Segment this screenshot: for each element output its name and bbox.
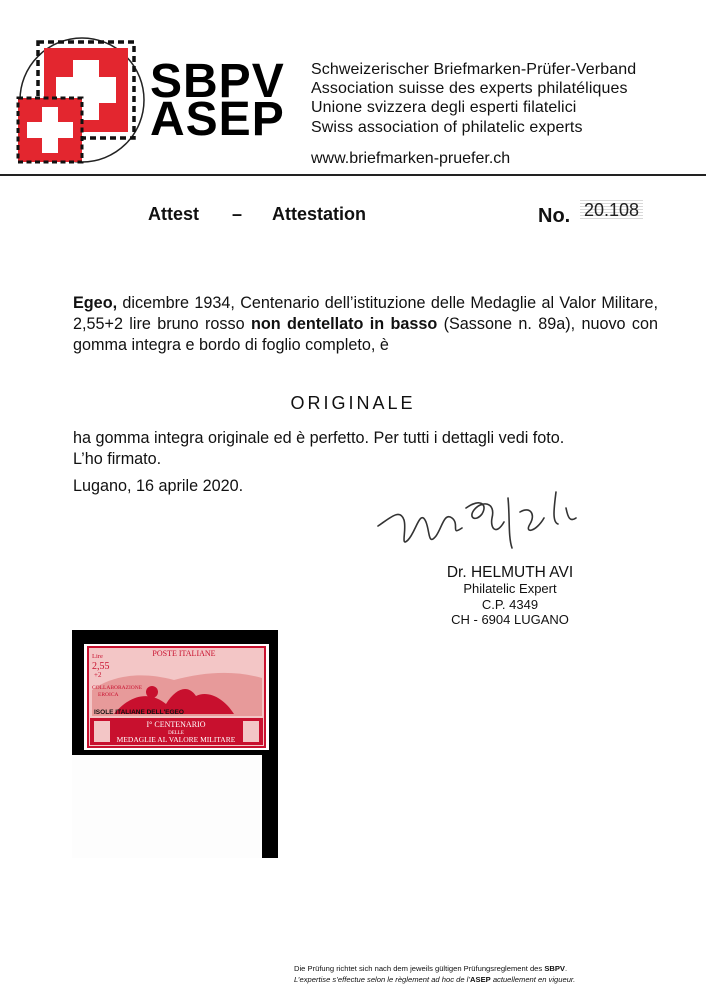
stamp-banner-1: I° CENTENARIO	[146, 720, 206, 729]
stamp-description	[73, 293, 658, 356]
certificate-number: 20.108	[580, 200, 643, 221]
stamp-caption-2: EROICA	[98, 692, 119, 698]
regulations-note-fr: L’expertise s’effectue selon le règlement ad hoc de l’ASEP actuellement en vigueur.	[294, 974, 576, 984]
expert-city: CH - 6904 LUGANO	[451, 612, 569, 627]
certificate-number-label: No.	[538, 205, 571, 227]
verdict-original: ORIGINALE	[290, 393, 416, 413]
expert-po-box: C.P. 4349	[481, 597, 539, 612]
place-date: Lugano, 16 aprile 2020.	[73, 477, 244, 495]
brand-asep: ASEP	[150, 93, 285, 146]
stamp-image	[84, 644, 269, 750]
description-variety: non dentellato in basso	[250, 315, 438, 333]
association-name-it: Unione svizzera degli esperti filatelici	[311, 99, 577, 116]
stamp-value-currency: Lire	[92, 653, 103, 660]
detail-line-2: L’ho firmato.	[73, 450, 162, 468]
header-divider	[0, 174, 706, 176]
stamp-value-surcharge: +2	[94, 671, 102, 679]
title-attestation: Attestation	[272, 204, 366, 224]
org-asep: ASEP	[470, 974, 491, 984]
expert-title: Philatelic Expert	[463, 581, 557, 596]
stamp-top-label: POSTE ITALIANE	[152, 649, 216, 658]
regulations-note-de: Die Prüfung richtet sich nach dem jeweils gültigen Prüfungsreglement des SBPV.	[294, 964, 568, 973]
stamp-caption-1: COLLABORAZIONE	[92, 685, 143, 691]
expert-name: Dr. HELMUTH AVI	[446, 564, 574, 581]
condition-detail	[73, 428, 663, 470]
stamp-banner-2: DELLE	[168, 731, 184, 736]
sheet-margin	[72, 755, 262, 858]
association-name-en: Swiss association of philatelic experts	[311, 119, 583, 136]
regulations-note	[294, 964, 684, 985]
description-lead: Egeo,	[73, 294, 118, 312]
stamp-value-amount: 2,55	[92, 661, 110, 672]
stamp-banner-3: MEDAGLIE AL VALORE MILITARE	[116, 735, 236, 744]
detail-line-1: ha gomma integra originale ed è perfetto. Per tutti i dettagli vedi foto.	[73, 429, 565, 447]
handwritten-signature	[370, 478, 590, 558]
title-attest: Attest	[148, 204, 200, 224]
description-tail: (Sassone n. 89a), nuovo con gomma integra e bordo di foglio completo, è	[73, 315, 658, 354]
title-dash: –	[232, 204, 243, 224]
website-link[interactable]: www.briefmarken-pruefer.ch	[311, 150, 511, 167]
description-middle: dicembre 1934, Centenario dell’istituzione delle Medaglie al Valor Militare, 2,55+2 lire bruno rosso	[73, 294, 658, 333]
brand-sbpv: SBPV	[150, 55, 285, 108]
org-sbpv: SBPV	[544, 964, 565, 973]
sbpv-logo-icon	[10, 12, 150, 172]
association-name-fr: Association suisse des experts philatéliques	[311, 80, 628, 97]
stamp-overprint: ISOLE ITALIANE DELL'EGEO	[94, 709, 184, 716]
association-name-de: Schweizerischer Briefmarken-Prüfer-Verband	[311, 61, 637, 78]
